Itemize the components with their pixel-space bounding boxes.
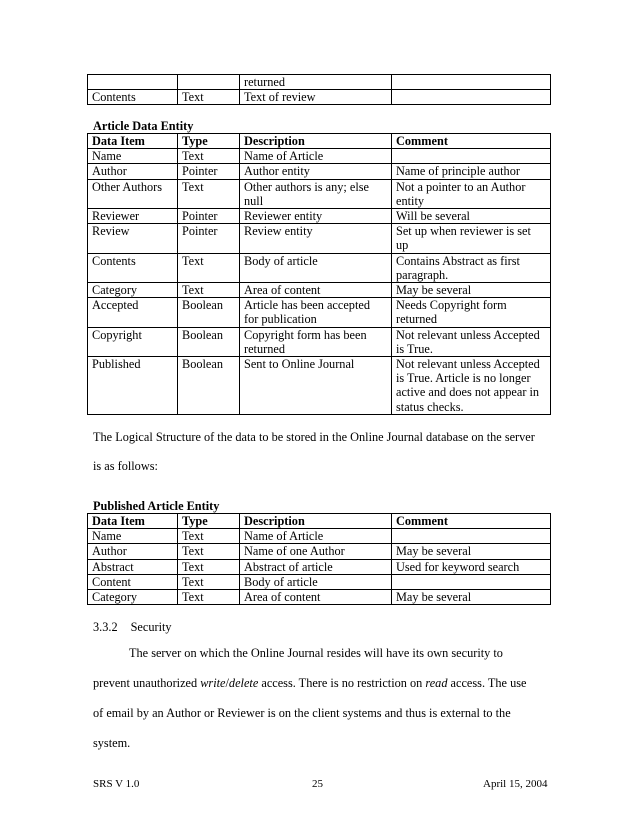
section-title: Security <box>130 620 172 634</box>
table-row <box>88 209 551 224</box>
text-run: / <box>225 676 229 690</box>
cell-data-item: Accepted <box>88 298 178 327</box>
table-row <box>88 357 551 415</box>
published-entity-table-body <box>88 529 551 605</box>
header-type: Type <box>178 514 240 529</box>
cell-description: Area of content <box>240 590 392 605</box>
published-entity-table <box>87 513 551 605</box>
cell-type: Text <box>178 559 240 574</box>
table-row <box>88 327 551 356</box>
cell-description: Abstract of article <box>240 559 392 574</box>
cell-data-item: Author <box>88 164 178 179</box>
cell-type: Pointer <box>178 224 240 253</box>
text-run-italic-delete: delete <box>228 676 259 690</box>
cell-comment: Needs Copyright form returned <box>392 298 551 327</box>
cell-data-item: Name <box>88 529 178 544</box>
cell-type: Boolean <box>178 327 240 356</box>
cell-comment <box>392 90 551 105</box>
security-line-3: of email by an Author or Reviewer is on the client systems and thus is external to the <box>93 706 511 720</box>
cell-data-item: Author <box>88 544 178 559</box>
table-row <box>88 90 551 105</box>
header-comment: Comment <box>392 134 551 149</box>
table-row <box>88 149 551 164</box>
security-line-1: The server on which the Online Journal resides will have its own security to <box>129 646 503 660</box>
cell-type: Text <box>178 590 240 605</box>
cell-comment: Not a pointer to an Author entity <box>392 179 551 208</box>
cell-data-item: Review <box>88 224 178 253</box>
cell-description: Body of article <box>240 253 392 282</box>
table-row <box>88 224 551 253</box>
cell-type: Text <box>178 253 240 282</box>
table-row <box>88 590 551 605</box>
cell-description: Name of one Author <box>240 544 392 559</box>
article-entity-table <box>87 133 551 415</box>
cell-description: returned <box>240 75 392 90</box>
cell-description: Area of content <box>240 283 392 298</box>
cell-type: Text <box>178 149 240 164</box>
cell-description: Reviewer entity <box>240 209 392 224</box>
cell-data-item: Contents <box>88 90 178 105</box>
cell-description: Other authors is any; else null <box>240 179 392 208</box>
article-entity-caption: Article Data Entity <box>93 119 194 133</box>
text-run: prevent unauthorized <box>93 676 201 690</box>
section-number: 3.3.2 <box>93 620 118 634</box>
cell-comment: Name of principle author <box>392 164 551 179</box>
header-description: Description <box>240 134 392 149</box>
header-data-item: Data Item <box>88 514 178 529</box>
table-row <box>88 298 551 327</box>
header-comment: Comment <box>392 514 551 529</box>
cell-comment: Not relevant unless Accepted is True. Article is no longer active and does not appear in status checks. <box>392 357 551 415</box>
cell-comment: Set up when reviewer is set up <box>392 224 551 253</box>
cell-type: Text <box>178 179 240 208</box>
cell-comment: Will be several <box>392 209 551 224</box>
cell-data-item: Category <box>88 283 178 298</box>
cell-type: Text <box>178 283 240 298</box>
header-type: Type <box>178 134 240 149</box>
logical-structure-line-2: is as follows: <box>93 459 158 473</box>
cell-data-item: Reviewer <box>88 209 178 224</box>
cell-comment <box>392 75 551 90</box>
header-description: Description <box>240 514 392 529</box>
table-row <box>88 283 551 298</box>
cell-data-item <box>88 75 178 90</box>
cell-type <box>178 75 240 90</box>
published-entity-header-row <box>88 514 551 529</box>
cell-description: Text of review <box>240 90 392 105</box>
table-row <box>88 559 551 574</box>
cell-type: Text <box>178 544 240 559</box>
cell-data-item: Name <box>88 149 178 164</box>
header-data-item: Data Item <box>88 134 178 149</box>
table-row <box>88 179 551 208</box>
cell-comment <box>392 574 551 589</box>
cell-data-item: Copyright <box>88 327 178 356</box>
cell-comment: May be several <box>392 590 551 605</box>
table-row <box>88 253 551 282</box>
review-entity-table-body <box>88 75 551 105</box>
cell-type: Boolean <box>178 298 240 327</box>
cell-data-item: Contents <box>88 253 178 282</box>
cell-description: Copyright form has been returned <box>240 327 392 356</box>
cell-data-item: Other Authors <box>88 179 178 208</box>
cell-data-item: Category <box>88 590 178 605</box>
cell-comment: May be several <box>392 544 551 559</box>
cell-comment <box>392 529 551 544</box>
cell-type: Text <box>178 529 240 544</box>
text-run-italic-read: read <box>425 676 448 690</box>
cell-comment: Used for keyword search <box>392 559 551 574</box>
security-line-2 <box>93 676 563 690</box>
cell-data-item: Published <box>88 357 178 415</box>
cell-description: Article has been accepted for publication <box>240 298 392 327</box>
cell-description: Name of Article <box>240 149 392 164</box>
logical-structure-line-1: The Logical Structure of the data to be stored in the Online Journal database on the server <box>93 430 535 444</box>
section-heading-security <box>93 620 563 634</box>
cell-comment: Contains Abstract as first paragraph. <box>392 253 551 282</box>
table-row <box>88 529 551 544</box>
article-entity-table-body <box>88 149 551 415</box>
table-row <box>88 164 551 179</box>
table-row <box>88 75 551 90</box>
cell-description: Sent to Online Journal <box>240 357 392 415</box>
cell-description: Body of article <box>240 574 392 589</box>
cell-type: Boolean <box>178 357 240 415</box>
text-run: access. There is no restriction on <box>258 676 426 690</box>
cell-description: Review entity <box>240 224 392 253</box>
cell-comment: May be several <box>392 283 551 298</box>
text-run-italic-write: write <box>200 676 226 690</box>
table-row <box>88 544 551 559</box>
footer-date: April 15, 2004 <box>483 778 548 790</box>
footer-page-number: 25 <box>312 778 323 790</box>
text-run: access. The use <box>447 676 527 690</box>
footer-version: SRS V 1.0 <box>93 778 140 790</box>
cell-type: Text <box>178 574 240 589</box>
cell-type: Pointer <box>178 209 240 224</box>
cell-comment <box>392 149 551 164</box>
article-entity-header-row <box>88 134 551 149</box>
cell-type: Text <box>178 90 240 105</box>
cell-comment: Not relevant unless Accepted is True. <box>392 327 551 356</box>
cell-data-item: Content <box>88 574 178 589</box>
cell-description: Name of Article <box>240 529 392 544</box>
published-entity-caption: Published Article Entity <box>93 499 220 513</box>
security-line-4: system. <box>93 736 131 750</box>
cell-type: Pointer <box>178 164 240 179</box>
cell-description: Author entity <box>240 164 392 179</box>
cell-data-item: Abstract <box>88 559 178 574</box>
review-entity-table-continued <box>87 74 551 105</box>
table-row <box>88 574 551 589</box>
